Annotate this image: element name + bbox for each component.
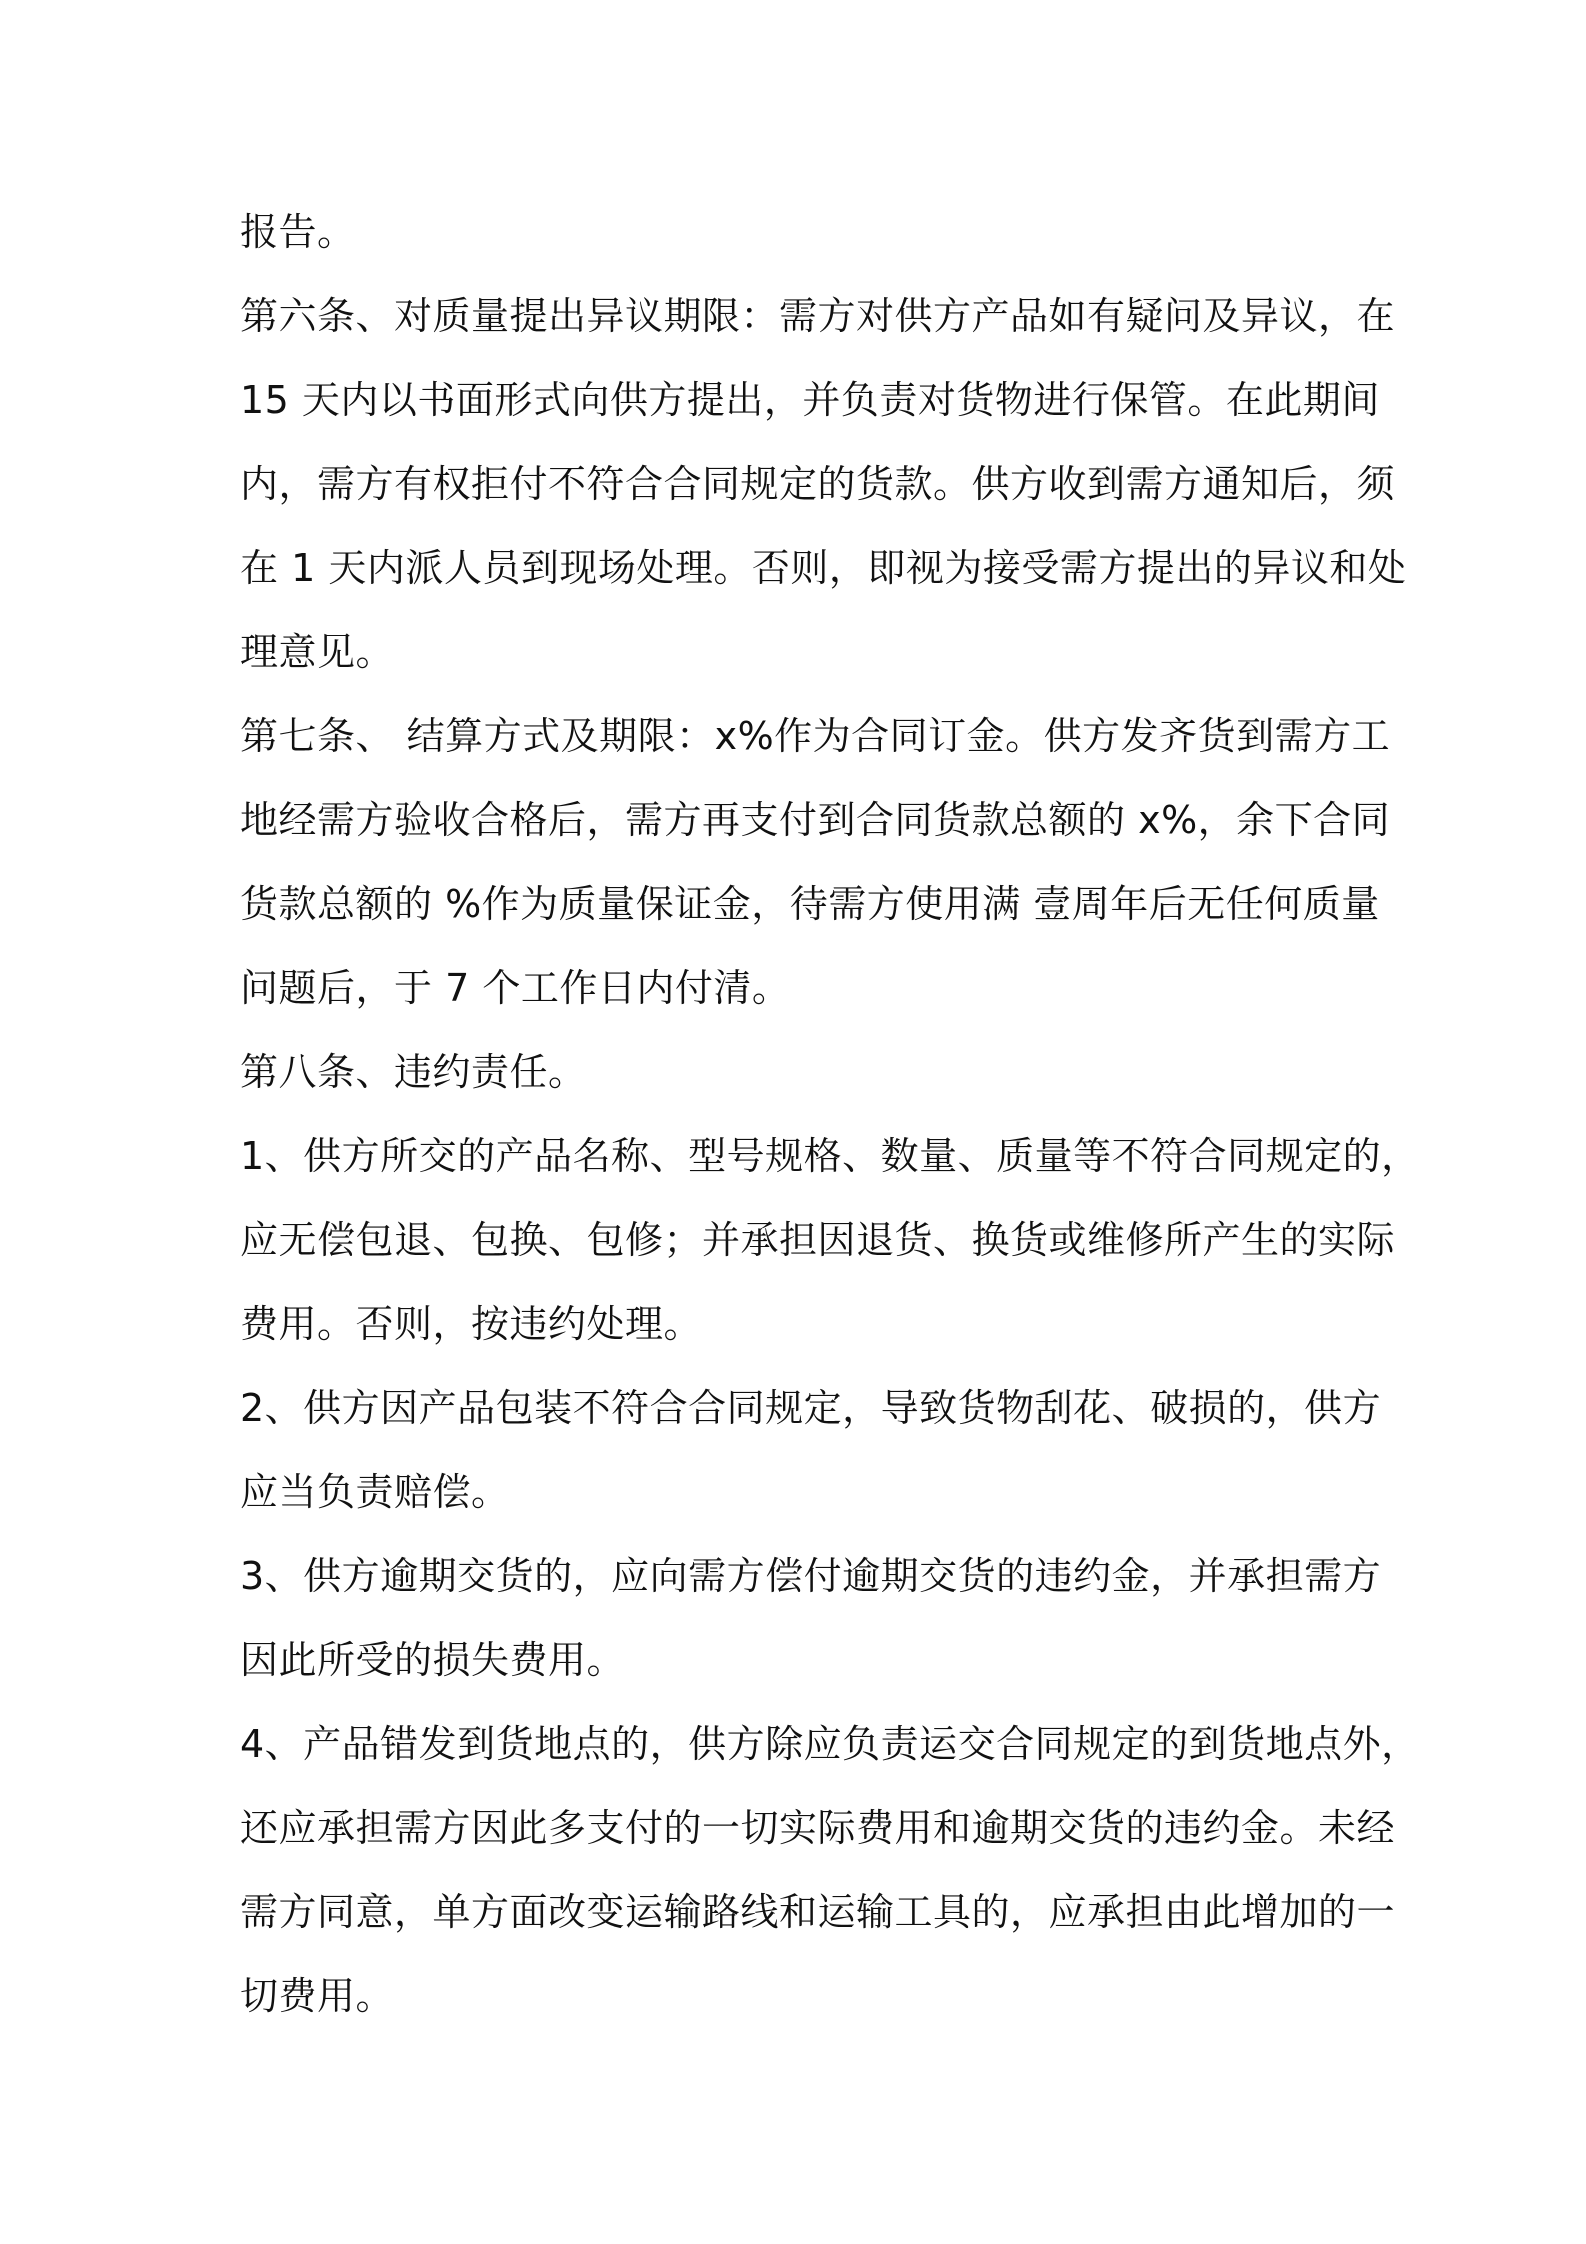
paragraph-clause-4: [240, 1702, 1420, 2038]
text-line: 第八条、违约责任。: [240, 1050, 587, 1094]
paragraph-clause-1: [240, 1114, 1420, 1366]
text-line: 应无偿包退、包换、包修；并承担因退货、换货或维修所产生的实际: [240, 1218, 1396, 1262]
text-line: 费用。否则，按违约处理。: [240, 1302, 703, 1346]
text-line: 2、供方因产品包装不符合合同规定，导致货物刮花、破损的，供方: [240, 1386, 1382, 1430]
text-line: 第六条、对质量提出异议期限：需方对供方产品如有疑问及异议，在: [240, 294, 1396, 338]
text-line: 1、供方所交的产品名称、型号规格、数量、质量等不符合同规定的，: [240, 1134, 1420, 1178]
text-line: 报告。: [240, 210, 356, 254]
text-line: 地经需方验收合格后，需方再支付到合同货款总额的 x%，余下合同: [240, 798, 1391, 842]
text-line: 需方同意，单方面改变运输路线和运输工具的，应承担由此增加的一: [240, 1890, 1396, 1934]
text-line: 切费用。: [240, 1974, 395, 2018]
text-line: 理意见。: [240, 630, 395, 674]
text-line: 3、供方逾期交货的，应向需方偿付逾期交货的违约金，并承担需方: [240, 1554, 1382, 1598]
paragraph-article-7: [240, 694, 1391, 1030]
text-line: 在 1 天内派人员到现场处理。否则，即视为接受需方提出的异议和处: [240, 546, 1407, 590]
text-line: 第七条、 结算方式及期限：x%作为合同订金。供方发齐货到需方工: [240, 714, 1391, 758]
text-line: 应当负责赔偿。: [240, 1470, 510, 1514]
text-line: 货款总额的 %作为质量保证金，待需方使用满 壹周年后无任何质量: [240, 882, 1380, 926]
paragraph-report-end: [240, 190, 1360, 274]
paragraph-article-6: [240, 274, 1407, 694]
text-line: 还应承担需方因此多支付的一切实际费用和逾期交货的违约金。未经: [240, 1806, 1396, 1850]
document-page: [240, 190, 1420, 2038]
paragraph-article-8-heading: [240, 1030, 1360, 1114]
text-line: 因此所受的损失费用。: [240, 1638, 626, 1682]
text-line: 内，需方有权拒付不符合合同规定的货款。供方收到需方通知后，须: [240, 462, 1396, 506]
text-line: 15 天内以书面形式向供方提出，并负责对货物进行保管。在此期间: [240, 378, 1380, 422]
paragraph-clause-3: [240, 1534, 1382, 1702]
text-line: 4、产品错发到货地点的，供方除应负责运交合同规定的到货地点外，: [240, 1722, 1420, 1766]
text-line: 问题后，于 7 个工作日内付清。: [240, 966, 791, 1010]
paragraph-clause-2: [240, 1366, 1382, 1534]
